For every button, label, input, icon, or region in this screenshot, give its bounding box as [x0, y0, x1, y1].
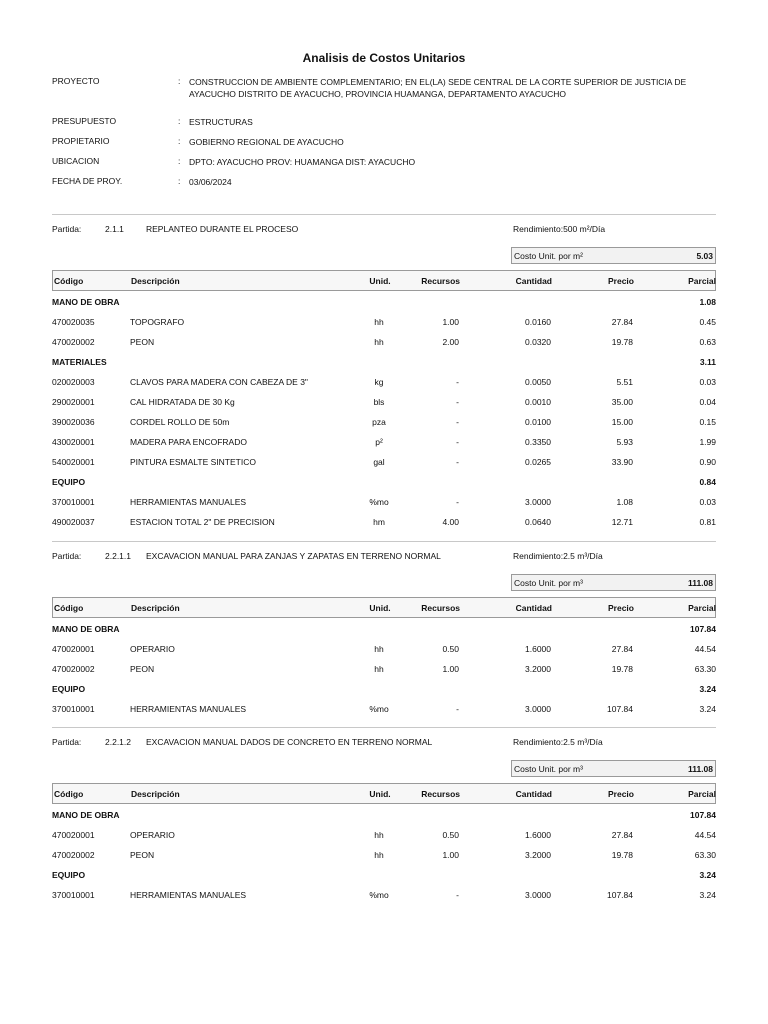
- cell-codigo: 370010001: [52, 704, 95, 714]
- cell-codigo: 370010001: [52, 890, 95, 900]
- cell-recursos: -: [456, 890, 459, 900]
- partida-row: [52, 737, 716, 749]
- header-colon: :: [178, 156, 181, 166]
- unit-cost-value: 111.08: [687, 578, 713, 588]
- partida-row: [52, 224, 716, 236]
- header-colon: :: [178, 136, 181, 146]
- category-name: MANO DE OBRA: [52, 297, 120, 307]
- cell-codigo: 370010001: [52, 497, 95, 507]
- cell-descripcion: PEON: [130, 337, 155, 347]
- cell-parcial: 0.03: [699, 377, 716, 387]
- cell-cantidad: 3.0000: [525, 497, 551, 507]
- cell-precio: 27.84: [611, 317, 633, 327]
- cell-parcial: 0.03: [699, 497, 716, 507]
- cell-recursos: 2.00: [442, 337, 459, 347]
- table-row: [52, 517, 716, 529]
- cell-descripcion: TOPOGRAFO: [130, 317, 185, 327]
- cell-cantidad: 3.2000: [525, 664, 551, 674]
- cell-precio: 5.93: [616, 437, 633, 447]
- cell-cantidad: 0.0010: [525, 397, 551, 407]
- category-total: 3.11: [699, 357, 716, 367]
- partida-row: [52, 551, 716, 563]
- cell-recursos: 1.00: [442, 664, 459, 674]
- table-row: [52, 397, 716, 409]
- cell-recursos: -: [456, 704, 459, 714]
- table-row: [52, 497, 716, 509]
- cell-recursos: -: [456, 397, 459, 407]
- cell-cantidad: 0.0640: [525, 517, 551, 527]
- column-header-cantidad: Cantidad: [515, 276, 552, 286]
- cell-descripcion: ESTACION TOTAL 2" DE PRECISION: [130, 517, 275, 527]
- cell-cantidad: 0.0100: [525, 417, 551, 427]
- partida-name: EXCAVACION MANUAL DADOS DE CONCRETO EN TERRENO NORMAL: [146, 737, 433, 747]
- cell-unid: hh: [374, 850, 384, 860]
- category-total: 107.84: [690, 810, 716, 820]
- table-row: [52, 890, 716, 902]
- cell-descripcion: PEON: [130, 850, 155, 860]
- cell-codigo: 470020002: [52, 664, 95, 674]
- category-name: MANO DE OBRA: [52, 624, 120, 634]
- cell-cantidad: 3.0000: [525, 890, 551, 900]
- unit-cost-value: 5.03: [696, 251, 713, 261]
- cell-unid: pza: [372, 417, 386, 427]
- cell-parcial: 0.15: [699, 417, 716, 427]
- header-value: ESTRUCTURAS: [189, 117, 253, 127]
- header-label: PRESUPUESTO: [52, 116, 117, 126]
- category-name: MATERIALES: [52, 357, 107, 367]
- cell-cantidad: 0.3350: [525, 437, 551, 447]
- cell-parcial: 3.24: [699, 704, 716, 714]
- cell-parcial: 0.04: [699, 397, 716, 407]
- section-divider: [52, 541, 716, 542]
- unit-cost-box: [511, 574, 716, 591]
- cell-cantidad: 0.0320: [525, 337, 551, 347]
- cell-precio: 1.08: [616, 497, 633, 507]
- cell-recursos: -: [456, 417, 459, 427]
- cell-unid: bls: [373, 397, 385, 407]
- cell-recursos: -: [456, 497, 459, 507]
- cell-precio: 107.84: [607, 890, 633, 900]
- column-header-precio: Precio: [608, 276, 634, 286]
- column-header-recursos: Recursos: [421, 276, 460, 286]
- header-label: PROYECTO: [52, 76, 100, 86]
- column-header-unid: Unid.: [369, 276, 391, 286]
- table-row: [52, 644, 716, 656]
- cell-cantidad: 0.0265: [525, 457, 551, 467]
- section-divider: [52, 214, 716, 215]
- cell-unid: hh: [374, 317, 384, 327]
- partida-rendimiento: Rendimiento:2.5 m³/Día: [513, 551, 603, 561]
- partida-label: Partida:: [52, 737, 82, 747]
- unit-cost-box: [511, 760, 716, 777]
- cell-unid: %mo: [369, 497, 389, 507]
- column-header-recursos: Recursos: [421, 603, 460, 613]
- section-divider: [52, 727, 716, 728]
- column-header-codigo: Código: [54, 603, 84, 613]
- table-row: [52, 850, 716, 862]
- column-header-descripcion: Descripción: [131, 789, 180, 799]
- header-colon: :: [178, 76, 181, 86]
- cell-descripcion: MADERA PARA ENCOFRADO: [130, 437, 247, 447]
- table-row: [52, 664, 716, 676]
- table-row: [52, 457, 716, 469]
- cell-unid: hh: [374, 664, 384, 674]
- cell-parcial: 63.30: [694, 850, 716, 860]
- unit-cost-value: 111.08: [687, 764, 713, 774]
- partida-label: Partida:: [52, 551, 82, 561]
- unit-cost-label: Costo Unit. por m³: [514, 764, 583, 774]
- cell-cantidad: 0.0050: [525, 377, 551, 387]
- cell-unid: gal: [373, 457, 385, 467]
- cell-cantidad: 3.2000: [525, 850, 551, 860]
- cell-recursos: 1.00: [442, 850, 459, 860]
- category-row: [52, 684, 716, 696]
- table-row: [52, 377, 716, 389]
- cell-codigo: 470020001: [52, 644, 95, 654]
- cell-unid: kg: [374, 377, 384, 387]
- column-header-descripcion: Descripción: [131, 603, 180, 613]
- category-total: 107.84: [690, 624, 716, 634]
- cell-recursos: 0.50: [442, 644, 459, 654]
- category-name: EQUIPO: [52, 684, 86, 694]
- page-title: Analisis de Costos Unitarios: [302, 51, 466, 65]
- cell-descripcion: HERRAMIENTAS MANUALES: [130, 890, 247, 900]
- cell-precio: 19.78: [611, 850, 633, 860]
- cell-parcial: 63.30: [694, 664, 716, 674]
- cell-precio: 5.51: [616, 377, 633, 387]
- table-header: [52, 783, 716, 804]
- cell-unid: hm: [373, 517, 385, 527]
- cell-unid: %mo: [369, 890, 389, 900]
- category-name: MANO DE OBRA: [52, 810, 120, 820]
- cell-parcial: 0.81: [699, 517, 716, 527]
- cell-precio: 33.90: [611, 457, 633, 467]
- table-row: [52, 317, 716, 329]
- header-colon: :: [178, 176, 181, 186]
- cell-recursos: -: [456, 377, 459, 387]
- cell-codigo: 290020001: [52, 397, 95, 407]
- cell-codigo: 470020002: [52, 337, 95, 347]
- cell-unid: hh: [374, 644, 384, 654]
- column-header-cantidad: Cantidad: [515, 789, 552, 799]
- table-row: [52, 830, 716, 842]
- cell-codigo: 540020001: [52, 457, 95, 467]
- column-header-parcial: Parcial: [688, 603, 716, 613]
- cell-codigo: 020020003: [52, 377, 95, 387]
- cell-parcial: 0.63: [699, 337, 716, 347]
- table-header: [52, 270, 716, 291]
- column-header-unid: Unid.: [369, 789, 391, 799]
- cell-precio: 35.00: [611, 397, 633, 407]
- cell-descripcion: PEON: [130, 664, 155, 674]
- category-row: [52, 810, 716, 822]
- cell-recursos: 4.00: [442, 517, 459, 527]
- column-header-precio: Precio: [608, 789, 634, 799]
- table-header: [52, 597, 716, 618]
- cell-precio: 15.00: [611, 417, 633, 427]
- category-total: 1.08: [699, 297, 716, 307]
- column-header-parcial: Parcial: [688, 276, 716, 286]
- unit-cost-label: Costo Unit. por m²: [514, 251, 583, 261]
- column-header-descripcion: Descripción: [131, 276, 180, 286]
- category-row: [52, 297, 716, 309]
- category-name: EQUIPO: [52, 477, 86, 487]
- cell-unid: hh: [374, 830, 384, 840]
- header-label: UBICACION: [52, 156, 100, 166]
- cell-recursos: 0.50: [442, 830, 459, 840]
- category-total: 0.84: [699, 477, 716, 487]
- header-colon: :: [178, 116, 181, 126]
- header-label: FECHA DE PROY.: [52, 176, 123, 186]
- header-value: DPTO: AYACUCHO PROV: HUAMANGA DIST: AYACUCHO: [189, 157, 416, 167]
- partida-number: 2.1.1: [105, 224, 124, 234]
- cell-codigo: 390020036: [52, 417, 95, 427]
- column-header-unid: Unid.: [369, 603, 391, 613]
- cell-descripcion: HERRAMIENTAS MANUALES: [130, 497, 247, 507]
- cell-recursos: -: [456, 437, 459, 447]
- cell-descripcion: HERRAMIENTAS MANUALES: [130, 704, 247, 714]
- column-header-precio: Precio: [608, 603, 634, 613]
- cell-precio: 19.78: [611, 337, 633, 347]
- table-row: [52, 437, 716, 449]
- cell-parcial: 1.99: [699, 437, 716, 447]
- cell-parcial: 44.54: [694, 830, 716, 840]
- partida-name: REPLANTEO DURANTE EL PROCESO: [146, 224, 299, 234]
- cell-codigo: 470020002: [52, 850, 95, 860]
- cell-parcial: 0.90: [699, 457, 716, 467]
- cell-unid: hh: [374, 337, 384, 347]
- partida-name: EXCAVACION MANUAL PARA ZANJAS Y ZAPATAS EN TERRENO NORMAL: [146, 551, 441, 561]
- category-row: [52, 477, 716, 489]
- cell-recursos: 1.00: [442, 317, 459, 327]
- table-row: [52, 337, 716, 349]
- cell-descripcion: CAL HIDRATADA DE 30 Kg: [130, 397, 235, 407]
- cell-cantidad: 1.6000: [525, 644, 551, 654]
- unit-cost-box: [511, 247, 716, 264]
- cell-codigo: 470020035: [52, 317, 95, 327]
- category-total: 3.24: [699, 684, 716, 694]
- column-header-codigo: Código: [54, 276, 84, 286]
- cell-precio: 107.84: [607, 704, 633, 714]
- cell-parcial: 3.24: [699, 890, 716, 900]
- cell-descripcion: OPERARIO: [130, 830, 175, 840]
- cell-codigo: 490020037: [52, 517, 95, 527]
- column-header-recursos: Recursos: [421, 789, 460, 799]
- partida-rendimiento: Rendimiento:2.5 m³/Día: [513, 737, 603, 747]
- cell-codigo: 430020001: [52, 437, 95, 447]
- cell-descripcion: CLAVOS PARA MADERA CON CABEZA DE 3": [130, 377, 308, 387]
- column-header-parcial: Parcial: [688, 789, 716, 799]
- header-value: CONSTRUCCION DE AMBIENTE COMPLEMENTARIO; EN EL(LA) SEDE CENTRAL DE LA CORTE SUPERIOR DE JUSTICIA DE AYACUCHO DISTRITO DE AYACUCHO, PROVINCIA HUAMANGA, DEPARTAMENTO AYACUCHO: [189, 77, 687, 99]
- cell-parcial: 44.54: [694, 644, 716, 654]
- column-header-codigo: Código: [54, 789, 84, 799]
- cell-cantidad: 0.0160: [525, 317, 551, 327]
- cell-cantidad: 1.6000: [525, 830, 551, 840]
- category-total: 3.24: [699, 870, 716, 880]
- header-value: 03/06/2024: [189, 177, 232, 187]
- unit-cost-label: Costo Unit. por m³: [514, 578, 583, 588]
- partida-number: 2.2.1.1: [105, 551, 131, 561]
- cell-precio: 27.84: [611, 830, 633, 840]
- table-row: [52, 704, 716, 716]
- cell-descripcion: PINTURA ESMALTE SINTETICO: [130, 457, 256, 467]
- cell-recursos: -: [456, 457, 459, 467]
- partida-number: 2.2.1.2: [105, 737, 131, 747]
- partida-label: Partida:: [52, 224, 82, 234]
- cell-precio: 12.71: [611, 517, 633, 527]
- cell-codigo: 470020001: [52, 830, 95, 840]
- category-row: [52, 870, 716, 882]
- header-value: GOBIERNO REGIONAL DE AYACUCHO: [189, 137, 344, 147]
- category-row: [52, 624, 716, 636]
- cell-cantidad: 3.0000: [525, 704, 551, 714]
- cell-unid: p²: [375, 437, 383, 447]
- column-header-cantidad: Cantidad: [515, 603, 552, 613]
- cell-descripcion: OPERARIO: [130, 644, 175, 654]
- partida-rendimiento: Rendimiento:500 m²/Día: [513, 224, 606, 234]
- table-row: [52, 417, 716, 429]
- cell-descripcion: CORDEL ROLLO DE 50m: [130, 417, 230, 427]
- cell-unid: %mo: [369, 704, 389, 714]
- cell-parcial: 0.45: [699, 317, 716, 327]
- cell-precio: 19.78: [611, 664, 633, 674]
- category-row: [52, 357, 716, 369]
- cell-precio: 27.84: [611, 644, 633, 654]
- header-label: PROPIETARIO: [52, 136, 110, 146]
- category-name: EQUIPO: [52, 870, 86, 880]
